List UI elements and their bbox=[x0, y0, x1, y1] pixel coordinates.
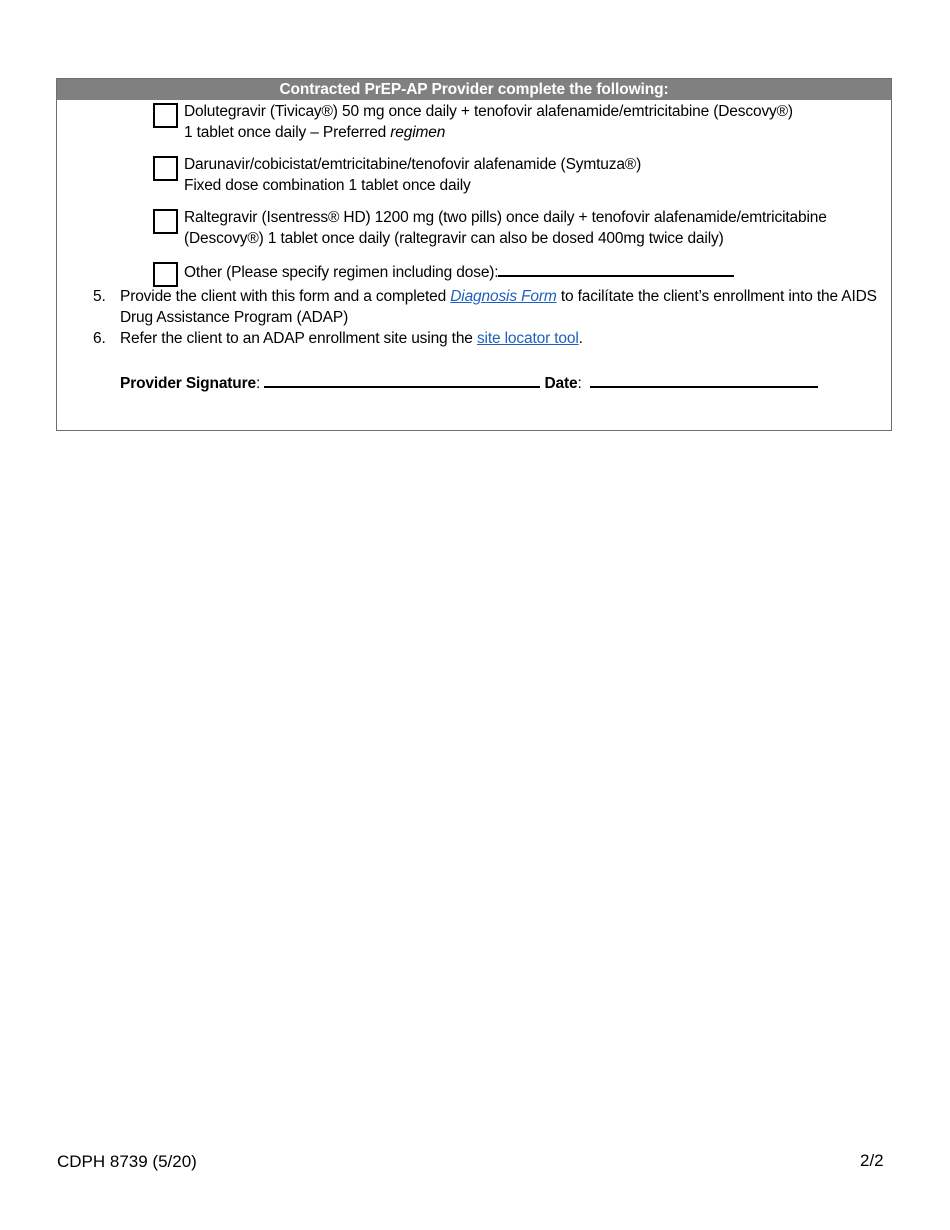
form-id: CDPH 8739 (5/20) bbox=[57, 1152, 197, 1171]
option-line2: (Descovy®) 1 tablet once daily (raltegravir can also be dosed 400mg twice daily) bbox=[184, 230, 724, 247]
section-header: Contracted PrEP-AP Provider complete the following: bbox=[57, 79, 891, 100]
item-text-prefix: Refer the client to an ADAP enrollment site using the bbox=[120, 330, 477, 347]
label-colon: : bbox=[255, 375, 261, 392]
other-label: Other (Please specify regimen including dose): bbox=[184, 264, 499, 281]
provider-signature-field[interactable] bbox=[264, 371, 540, 388]
provider-signature-label: Provider Signature bbox=[120, 375, 256, 392]
option-line1: Darunavir/cobicistat/emtricitabine/tenofovir alafenamide (Symtuza®) bbox=[184, 156, 642, 173]
checkbox-other[interactable] bbox=[153, 262, 178, 287]
option-line1: Dolutegravir (Tivicay®) 50 mg once daily + tenofovir alafenamide/emtricitabine (Descovy®) bbox=[184, 103, 793, 120]
date-field[interactable] bbox=[590, 371, 818, 388]
signature-row bbox=[120, 371, 818, 394]
item-text bbox=[120, 286, 890, 328]
date-label: Date bbox=[544, 375, 578, 392]
option-text bbox=[184, 260, 734, 283]
checkbox-raltegravir[interactable] bbox=[153, 209, 178, 234]
option-line2: 1 tablet once daily – Preferred bbox=[184, 124, 391, 141]
item-text-suffix: to facilítate the client’s enrollment into the AIDS bbox=[556, 288, 877, 305]
item-text-suffix: . bbox=[578, 330, 583, 347]
option-text bbox=[184, 101, 793, 143]
item-number: 5. bbox=[93, 288, 106, 305]
option-text bbox=[184, 154, 641, 196]
item-text-prefix: Provide the client with this form and a completed bbox=[120, 288, 451, 305]
option-italic-word: regimen bbox=[390, 124, 446, 141]
provider-section bbox=[56, 78, 892, 431]
item-text-line2: Drug Assistance Program (ADAP) bbox=[120, 309, 349, 326]
other-regimen-field[interactable] bbox=[498, 260, 734, 277]
item-number: 6. bbox=[93, 330, 106, 347]
option-line2: Fixed dose combination 1 tablet once daily bbox=[184, 177, 471, 194]
checkbox-dolutegravir[interactable] bbox=[153, 103, 178, 128]
item-text bbox=[120, 328, 890, 349]
checkbox-darunavir[interactable] bbox=[153, 156, 178, 181]
option-line1: Raltegravir (Isentress® HD) 1200 mg (two pills) once daily + tenofovir alafenamide/emtricitabine bbox=[184, 209, 827, 226]
site-locator-tool-link[interactable]: site locator tool bbox=[476, 330, 579, 347]
label-colon: : bbox=[577, 375, 582, 392]
option-text bbox=[184, 207, 827, 249]
diagnosis-form-link[interactable]: Diagnosis Form bbox=[450, 288, 557, 305]
page-number: 2/2 bbox=[860, 1151, 884, 1170]
